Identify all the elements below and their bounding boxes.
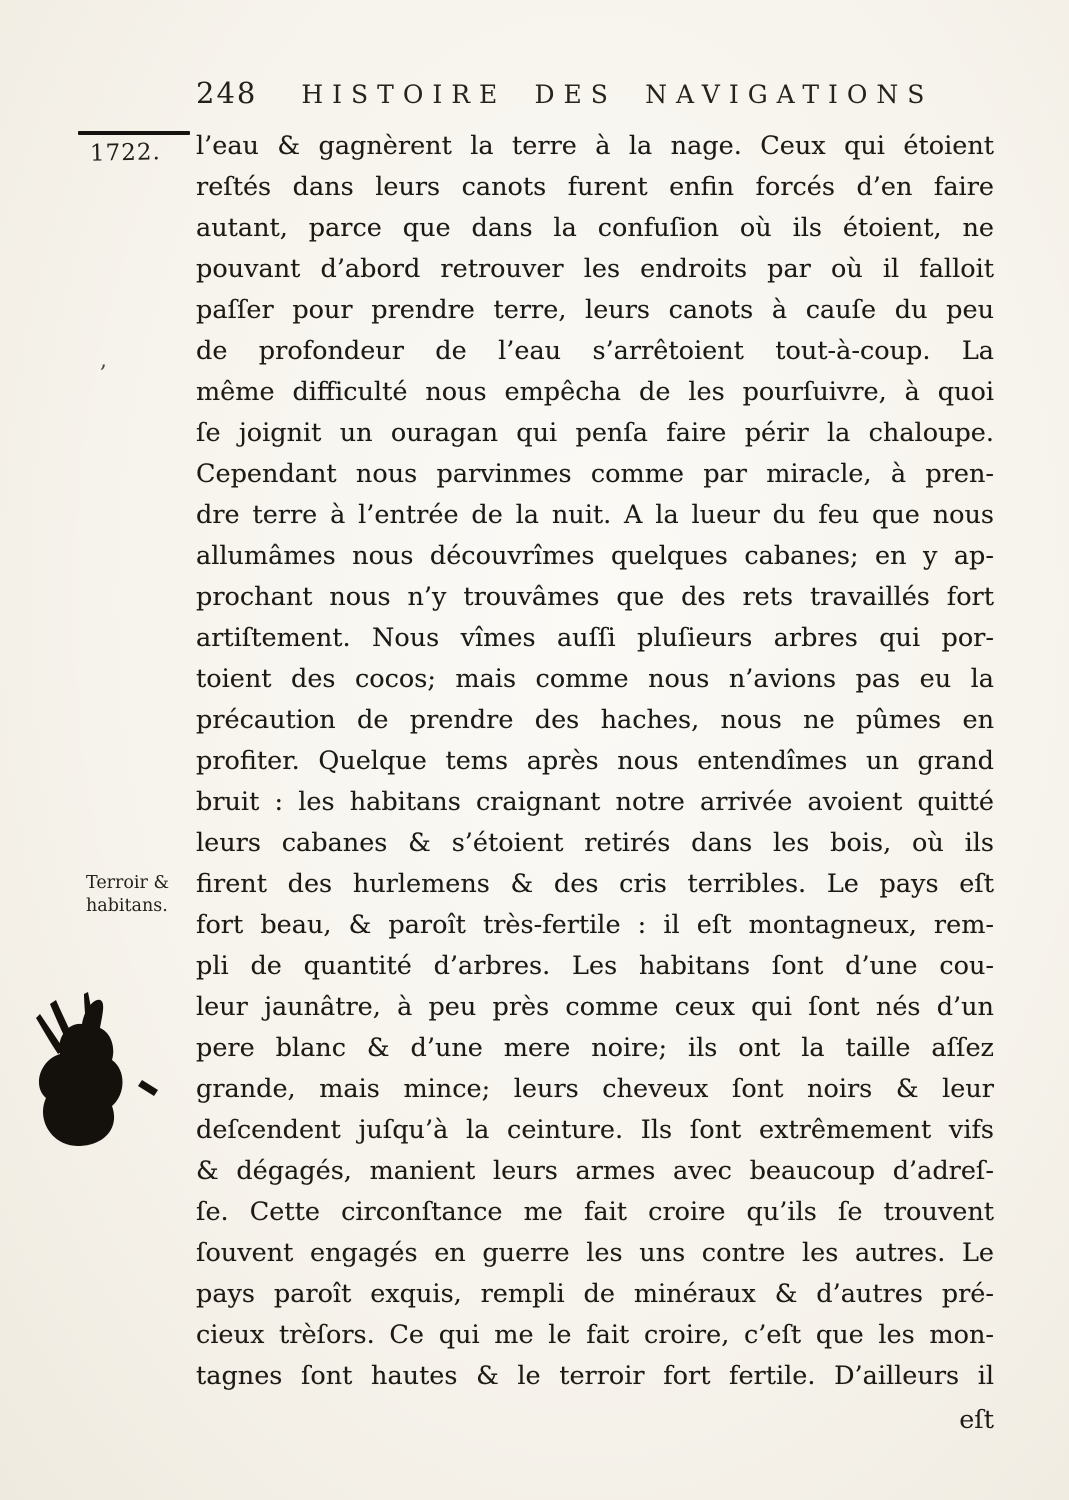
margin-year-note: 1722. bbox=[89, 139, 162, 167]
body-text bbox=[196, 126, 994, 1397]
body-line: tagnes ſont hautes & le terroir fort fertile. D’ailleurs il bbox=[196, 1361, 994, 1391]
body-line: leur jaunâtre, à peu près comme ceux qui ſont nés d’un bbox=[196, 992, 994, 1022]
page-number: 248 bbox=[196, 76, 258, 110]
catchword: eſt bbox=[959, 1405, 994, 1435]
body-line: & dégagés, manient leurs armes avec beaucoup d’adreſ- bbox=[196, 1156, 994, 1186]
body-line: deſcendent juſqu’à la ceinture. Ils ſont extrêmement vifs bbox=[196, 1115, 994, 1145]
running-title: HISTOIRE DES NAVIGATIONS bbox=[301, 80, 934, 109]
body-line: profiter. Quelque tems après nous entendîmes un grand bbox=[196, 746, 994, 776]
body-line: artiſtement. Nous vîmes auſſi pluſieurs arbres qui por- bbox=[196, 623, 994, 653]
body-line: bruit : les habitans craignant notre arrivée avoient quitté bbox=[196, 787, 994, 817]
body-line: dre terre à l’entrée de la nuit. A la lueur du feu que nous bbox=[196, 500, 994, 530]
body-line: cieux trèſors. Ce qui me le fait croire, c’eſt que les mon- bbox=[196, 1320, 994, 1350]
body-line: prochant nous n’y trouvâmes que des rets travaillés fort bbox=[196, 582, 994, 612]
body-line: pere blanc & d’une mere noire; ils ont la taille aſſez bbox=[196, 1033, 994, 1063]
body-line: leurs cabanes & s’étoient retirés dans les bois, où ils bbox=[196, 828, 994, 858]
margin-rule bbox=[78, 131, 190, 135]
body-line: pli de quantité d’arbres. Les habitans ſont d’une cou- bbox=[196, 951, 994, 981]
side-note-line: Terroir & bbox=[86, 873, 170, 893]
body-line: ſe joignit un ouragan qui penſa faire périr la chaloupe. bbox=[196, 418, 994, 448]
body-line: ſe. Cette circonſtance me fait croire qu’ils ſe trouvent bbox=[196, 1197, 994, 1227]
body-line: allumâmes nous découvrîmes quelques cabanes; en y ap- bbox=[196, 541, 994, 571]
body-line: paſſer pour prendre terre, leurs canots à cauſe du peu bbox=[196, 295, 994, 325]
body-line: précaution de prendre des haches, nous ne pûmes en bbox=[196, 705, 994, 735]
body-line: grande, mais mince; leurs cheveux ſont noirs & leur bbox=[196, 1074, 994, 1104]
body-line: même difficulté nous empêcha de les pourſuivre, à quoi bbox=[196, 377, 994, 407]
side-note-line: habitans. bbox=[86, 896, 168, 916]
body-line: toient des cocos; mais comme nous n’avions pas eu la bbox=[196, 664, 994, 694]
page-header bbox=[196, 76, 996, 110]
body-line: firent des hurlemens & des cris terribles. Le pays eſt bbox=[196, 869, 994, 899]
side-note bbox=[86, 872, 202, 918]
ink-blot bbox=[16, 988, 166, 1158]
body-line: de profondeur de l’eau s’arrêtoient tout-à-coup. La bbox=[196, 336, 994, 366]
body-line: ſouvent engagés en guerre les uns contre les autres. Le bbox=[196, 1238, 994, 1268]
body-line: autant, parce que dans la confuſion où ils étoient, ne bbox=[196, 213, 994, 243]
body-line: reſtés dans leurs canots furent enfin forcés d’en faire bbox=[196, 172, 994, 202]
body-line: l’eau & gagnèrent la terre à la nage. Ceux qui étoient bbox=[196, 131, 994, 161]
body-line: pays paroît exquis, rempli de minéraux & d’autres pré- bbox=[196, 1279, 994, 1309]
stray-mark: , bbox=[100, 348, 107, 373]
body-line: pouvant d’abord retrouver les endroits par où il falloit bbox=[196, 254, 994, 284]
body-line: Cependant nous parvinmes comme par miracle, à pren- bbox=[196, 459, 994, 489]
body-line: fort beau, & paroît très-fertile : il eſt montagneux, rem- bbox=[196, 910, 994, 940]
